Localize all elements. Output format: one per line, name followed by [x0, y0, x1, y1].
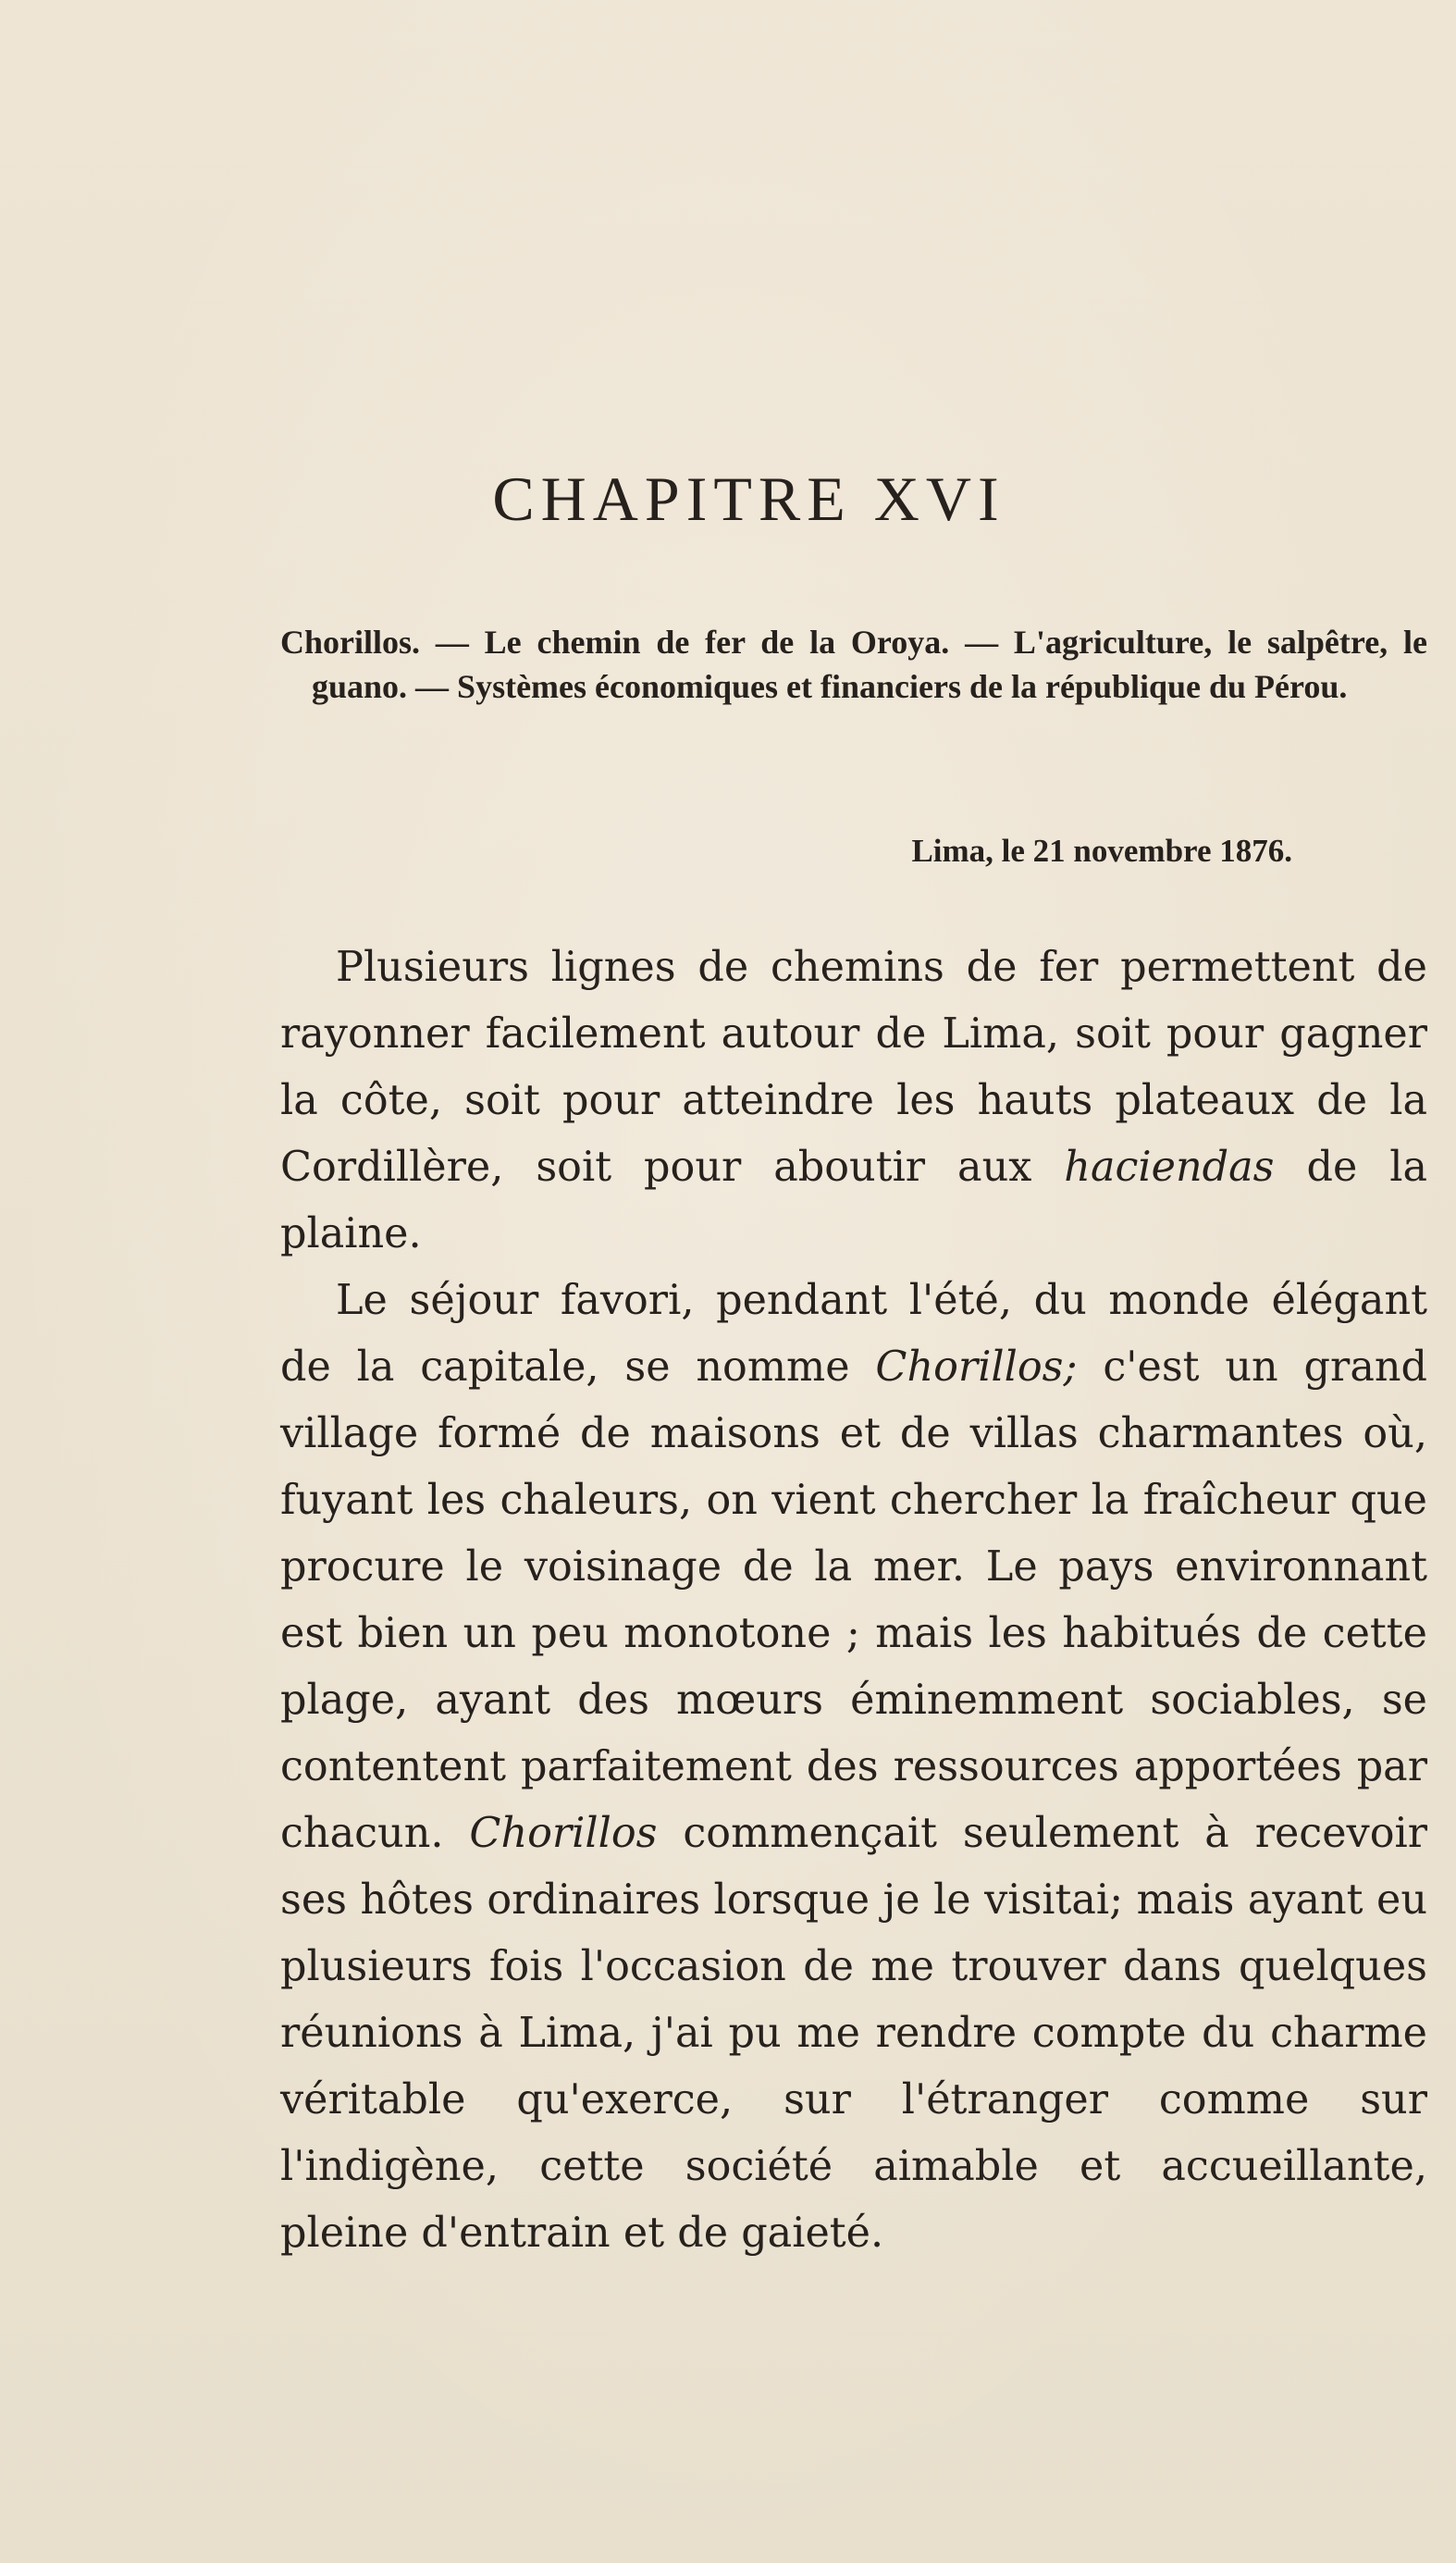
- paragraph-2-italic-2: Chorillos: [469, 1810, 658, 1857]
- paragraph-1-text-a: Plusieurs lignes de chemins de fer permettent de rayonner facilement autour de Lima, soit pour gagner la côte, soit pour atteindre les hauts plateaux de la Cordillère, soit pour aboutir aux: [280, 944, 1427, 1191]
- paragraph-2-text-b: c'est un grand village formé de maisons et de villas charmantes où, fuyant les chaleurs, on vient chercher la fraîcheur que procure le voisinage de la mer. Le pays environnant est bien un peu monotone ; mais les habitués de cette plage, ayant des mœurs éminemment sociables, se contentent parfaitement des ressources apportées par chacun.: [280, 1343, 1427, 1857]
- chapter-summary: Chorillos. — Le chemin de fer de la Oroya. — L'agriculture, le salpêtre, le guano. — Systèmes économiques et financiers de la république du Pérou.: [280, 624, 1427, 705]
- paragraph-2: [280, 1268, 1427, 2267]
- paragraph-1-italic: haciendas: [1064, 1144, 1275, 1191]
- paragraph-2-text-c: commençait seulement à recevoir ses hôtes ordinaires lorsque je le visitai; mais ayant eu plusieurs fois l'occasion de me trouver dans quelques réunions à Lima, j'ai pu me rendre compte du charme véritable qu'exerce, sur l'étranger comme sur l'indigène, cette société aimable et accueillante, pleine d'entrain et de gaieté.: [280, 1810, 1427, 2257]
- body-text: [280, 935, 1427, 2267]
- chapter-title: CHAPITRE XVI: [492, 464, 1006, 534]
- paragraph-2-text-a: Le séjour favori, pendant l'été, du monde élégant de la capitale, se nomme: [280, 1277, 1427, 1391]
- paragraph-1-text-b: de la plaine.: [280, 1144, 1428, 1257]
- paragraph-1: [280, 935, 1427, 1268]
- dateline: Lima, le 21 novembre 1876.: [911, 833, 1292, 869]
- paragraph-2-italic-1: Chorillos;: [875, 1343, 1078, 1391]
